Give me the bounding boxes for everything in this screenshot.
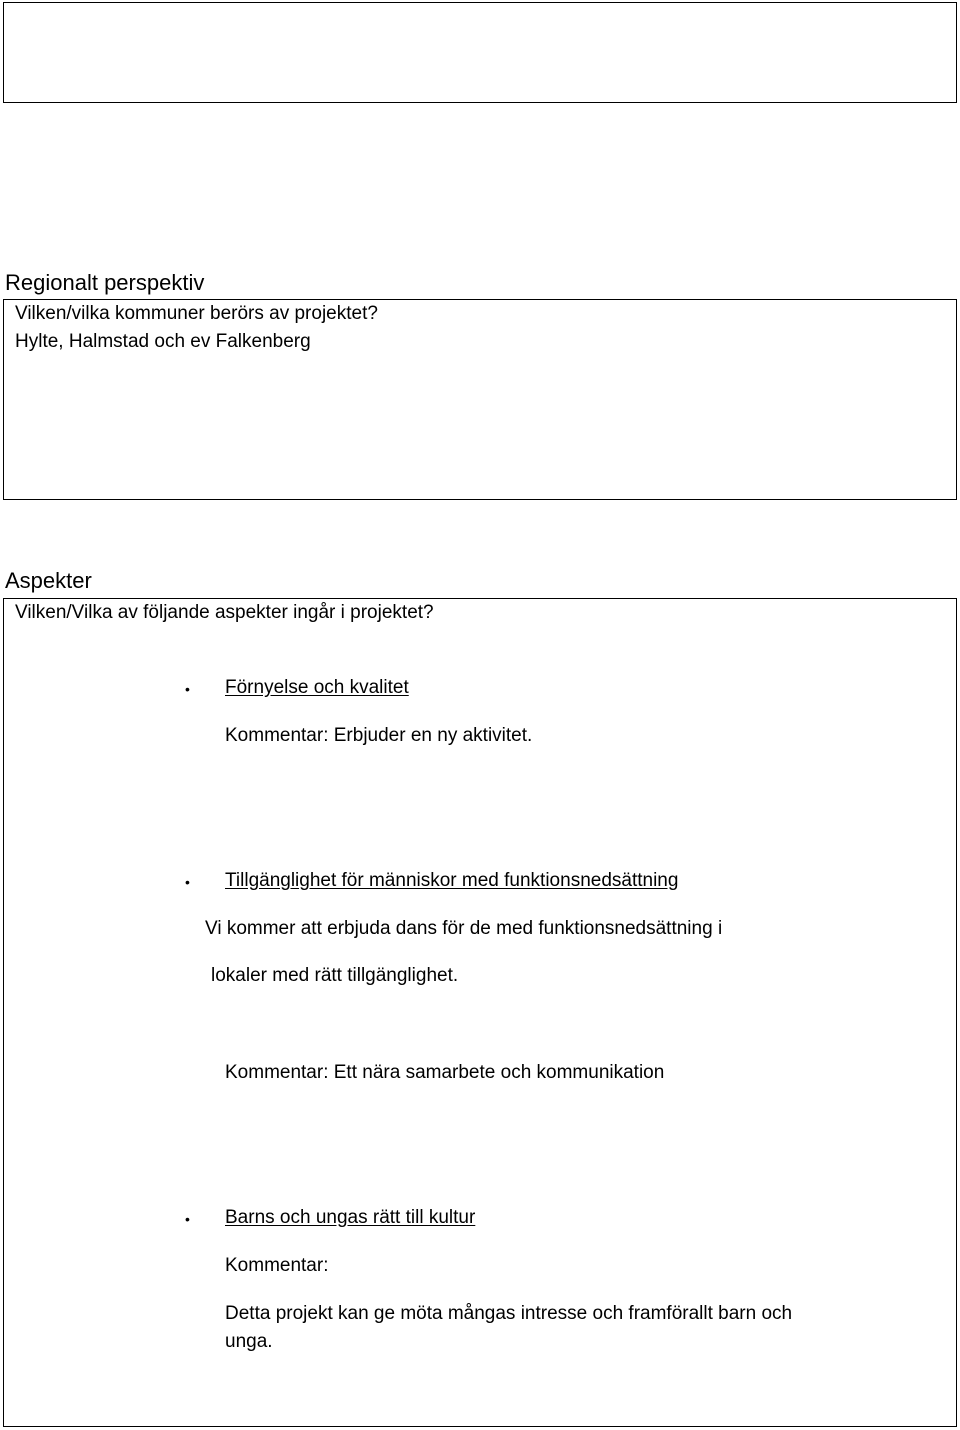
regional-perspective-box — [3, 299, 957, 500]
aspect-comment-renewal-quality: Kommentar: Erbjuder en ny aktivitet. — [225, 725, 533, 746]
regional-perspective-heading: Regionalt perspektiv — [5, 270, 205, 295]
aspect-text-accessibility-line2: lokaler med rätt tillgänglighet. — [211, 965, 459, 986]
top-empty-box — [3, 2, 957, 103]
aspects-question: Vilken/Vilka av följande aspekter ingår i projektet? — [15, 602, 434, 623]
aspect-title-accessibility: Tillgänglighet för människor med funktionsnedsättning — [225, 870, 679, 891]
regional-question: Vilken/vilka kommuner berörs av projektet? — [15, 303, 378, 324]
aspects-heading: Aspekter — [5, 568, 92, 593]
aspect-text-accessibility-line1: Vi kommer att erbjuda dans för de med funktionsnedsättning i — [205, 918, 723, 939]
bullet-icon: • — [185, 874, 190, 890]
aspect-text-children-culture-line1: Detta projekt kan ge möta mångas intresse och framförallt barn och — [225, 1303, 793, 1324]
aspect-text-children-culture-line2: unga. — [225, 1331, 273, 1352]
aspect-comment-accessibility: Kommentar: Ett nära samarbete och kommunikation — [225, 1062, 665, 1083]
aspect-comment-children-culture: Kommentar: — [225, 1255, 329, 1276]
regional-answer: Hylte, Halmstad och ev Falkenberg — [15, 331, 311, 352]
aspect-title-children-culture: Barns och ungas rätt till kultur — [225, 1207, 476, 1228]
bullet-icon: • — [185, 681, 190, 697]
bullet-icon: • — [185, 1211, 190, 1227]
aspect-title-renewal-quality: Förnyelse och kvalitet — [225, 677, 409, 698]
